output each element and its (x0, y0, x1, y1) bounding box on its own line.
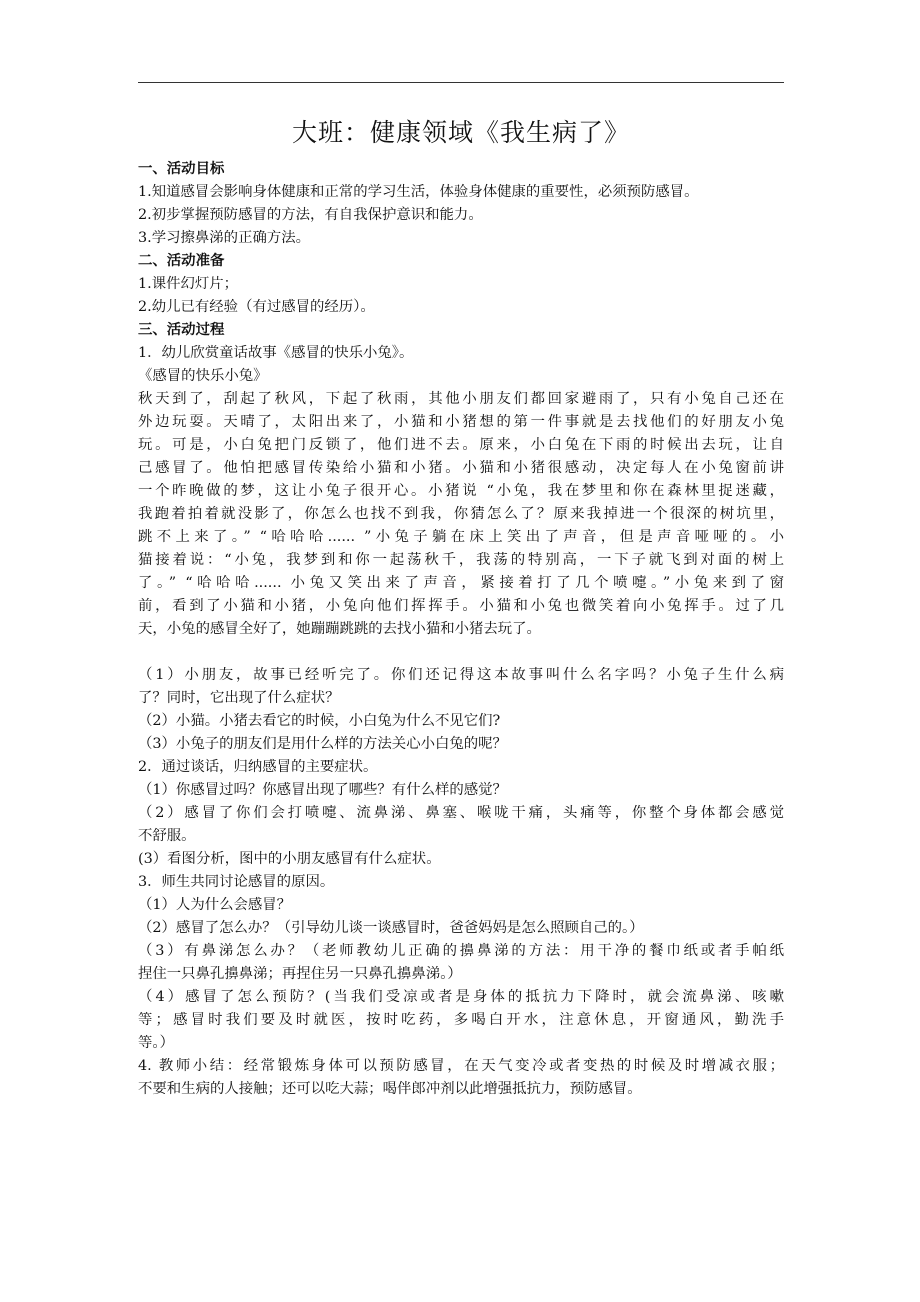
story-line: 玩。可是，小白兔把门反锁了，他们进不去。原来，小白兔在下雨的时候出去玩，让自 (138, 437, 784, 453)
section-heading-preparation: 二、活动准备 (138, 253, 225, 269)
story-line: 秋天到了，刮起了秋风，下起了秋雨，其他小朋友们都回家避雨了，只有小兔自己还在 (138, 391, 784, 407)
summary-line: 4. 教师小结：经常锻炼身体可以预防感冒，在天气变冷或者变热的时候及时增减衣服； (138, 1058, 784, 1074)
step-2-item: （1）你感冒过吗？你感冒出现了哪些？有什么样的感觉？ (138, 782, 507, 798)
section-heading-process: 三、活动过程 (138, 322, 225, 338)
goal-item: 1.知道感冒会影响身体健康和正常的学习生活，体验身体健康的重要性，必须预防感冒。 (138, 184, 699, 200)
step-3-item: 等；感冒时我们要及时就医，按时吃药，多喝白开水，注意休息，开窗通风，勤洗手 (138, 1012, 784, 1028)
header-rule (138, 82, 784, 83)
step-2-item: 不舒服。 (138, 828, 196, 844)
section-heading-goals: 一、活动目标 (138, 161, 225, 177)
story-line: 己感冒了。他怕把感冒传染给小猫和小猪。小猫和小猪很感动，决定每人在小兔窗前讲 (138, 460, 784, 476)
step-2: 2．通过谈话，归纳感冒的主要症状。 (138, 759, 378, 775)
story-line: 了。” “哈哈哈...... 小兔又笑出来了声音，紧接着打了几个喷嚏。”小兔来到了窗 (138, 575, 784, 591)
step-3-item: （4）感冒了怎么预防？(当我们受凉或者是身体的抵抗力下降时，就会流鼻涕、咳嗽 (138, 989, 784, 1005)
question-line: （3）小兔子的朋友们是用什么样的方法关心小白兔的呢？ (138, 736, 507, 752)
story-line: 跳不上来了。” “哈哈哈...... ”小兔子躺在床上笑出了声音，但是声音哑哑的。小 (138, 529, 784, 545)
paragraph-gap (138, 641, 784, 664)
step-3-item: 捏住一只鼻孔擤鼻涕；再捏住另一只鼻孔擤鼻涕。） (138, 966, 462, 982)
document-title: 大班：健康领域《我生病了》 (291, 118, 630, 147)
story-line: 外边玩耍。天晴了，太阳出来了，小猫和小猪想的第一件事就是去找他们的好朋友小兔 (138, 414, 784, 430)
document-body (138, 158, 784, 1101)
story-line: 一个昨晚做的梦，这让小兔子很开心。小猪说 “小兔，我在梦里和你在森林里捉迷藏， (138, 483, 784, 499)
goal-item: 2.初步掌握预防感冒的方法，有自我保护意识和能力。 (138, 207, 483, 223)
question-line: （1）小朋友，故事已经听完了。你们还记得这本故事叫什么名字吗？小兔子生什么病 (138, 667, 784, 683)
question-line: （2）小猫。小猪去看它的时候，小白兔为什么不见它们? (138, 713, 501, 729)
step-3: 3．师生共同讨论感冒的原因。 (138, 874, 335, 890)
preparation-item: 2.幼儿已有经验（有过感冒的经历）。 (138, 299, 375, 315)
story-title: 《感冒的快乐小兔》 (138, 368, 268, 384)
story-line: 我跑着拍着就没影了，你怎么也找不到我，你猜怎么了？原来我掉进一个很深的树坑里， (138, 506, 784, 522)
story-line: 猫接着说：“小兔，我梦到和你一起荡秋千，我荡的特别高，一下子就飞到对面的树上 (138, 552, 784, 568)
step-2-item: (3）看图分析，图中的小朋友感冒有什么症状。 (138, 851, 441, 867)
story-line: 前，看到了小猫和小猪，小兔向他们挥挥手。小猫和小兔也微笑着向小兔挥手。过了几 (138, 598, 784, 614)
step-3-item: （3）有鼻涕怎么办？（老师教幼儿正确的擤鼻涕的方法：用干净的餐巾纸或者手帕纸 (138, 943, 784, 959)
step-1: 1．幼儿欣赏童话故事《感冒的快乐小兔》。 (138, 345, 414, 361)
step-3-item: （2）感冒了怎么办？（引导幼儿谈一谈感冒时，爸爸妈妈是怎么照顾自己的。） (138, 920, 644, 936)
step-3-item: （1）人为什么会感冒？ (138, 897, 292, 913)
summary-line: 不要和生病的人接触；还可以吃大蒜；喝伴郎冲剂以此增强抵抗力，预防感冒。 (138, 1081, 642, 1097)
story-line: 天，小兔的感冒全好了，她蹦蹦跳跳的去找小猫和小猪去玩了。 (138, 621, 541, 637)
question-line: 了？同时，它出现了什么症状？ (138, 690, 340, 706)
preparation-item: 1.课件幻灯片； (138, 276, 239, 292)
goal-item: 3.学习擦鼻涕的正确方法。 (138, 230, 311, 246)
step-2-item: （2）感冒了你们会打喷嚏、流鼻涕、鼻塞、喉咙干痛，头痛等，你整个身体都会感觉 (138, 805, 784, 821)
step-3-item: 等。） (138, 1035, 174, 1051)
